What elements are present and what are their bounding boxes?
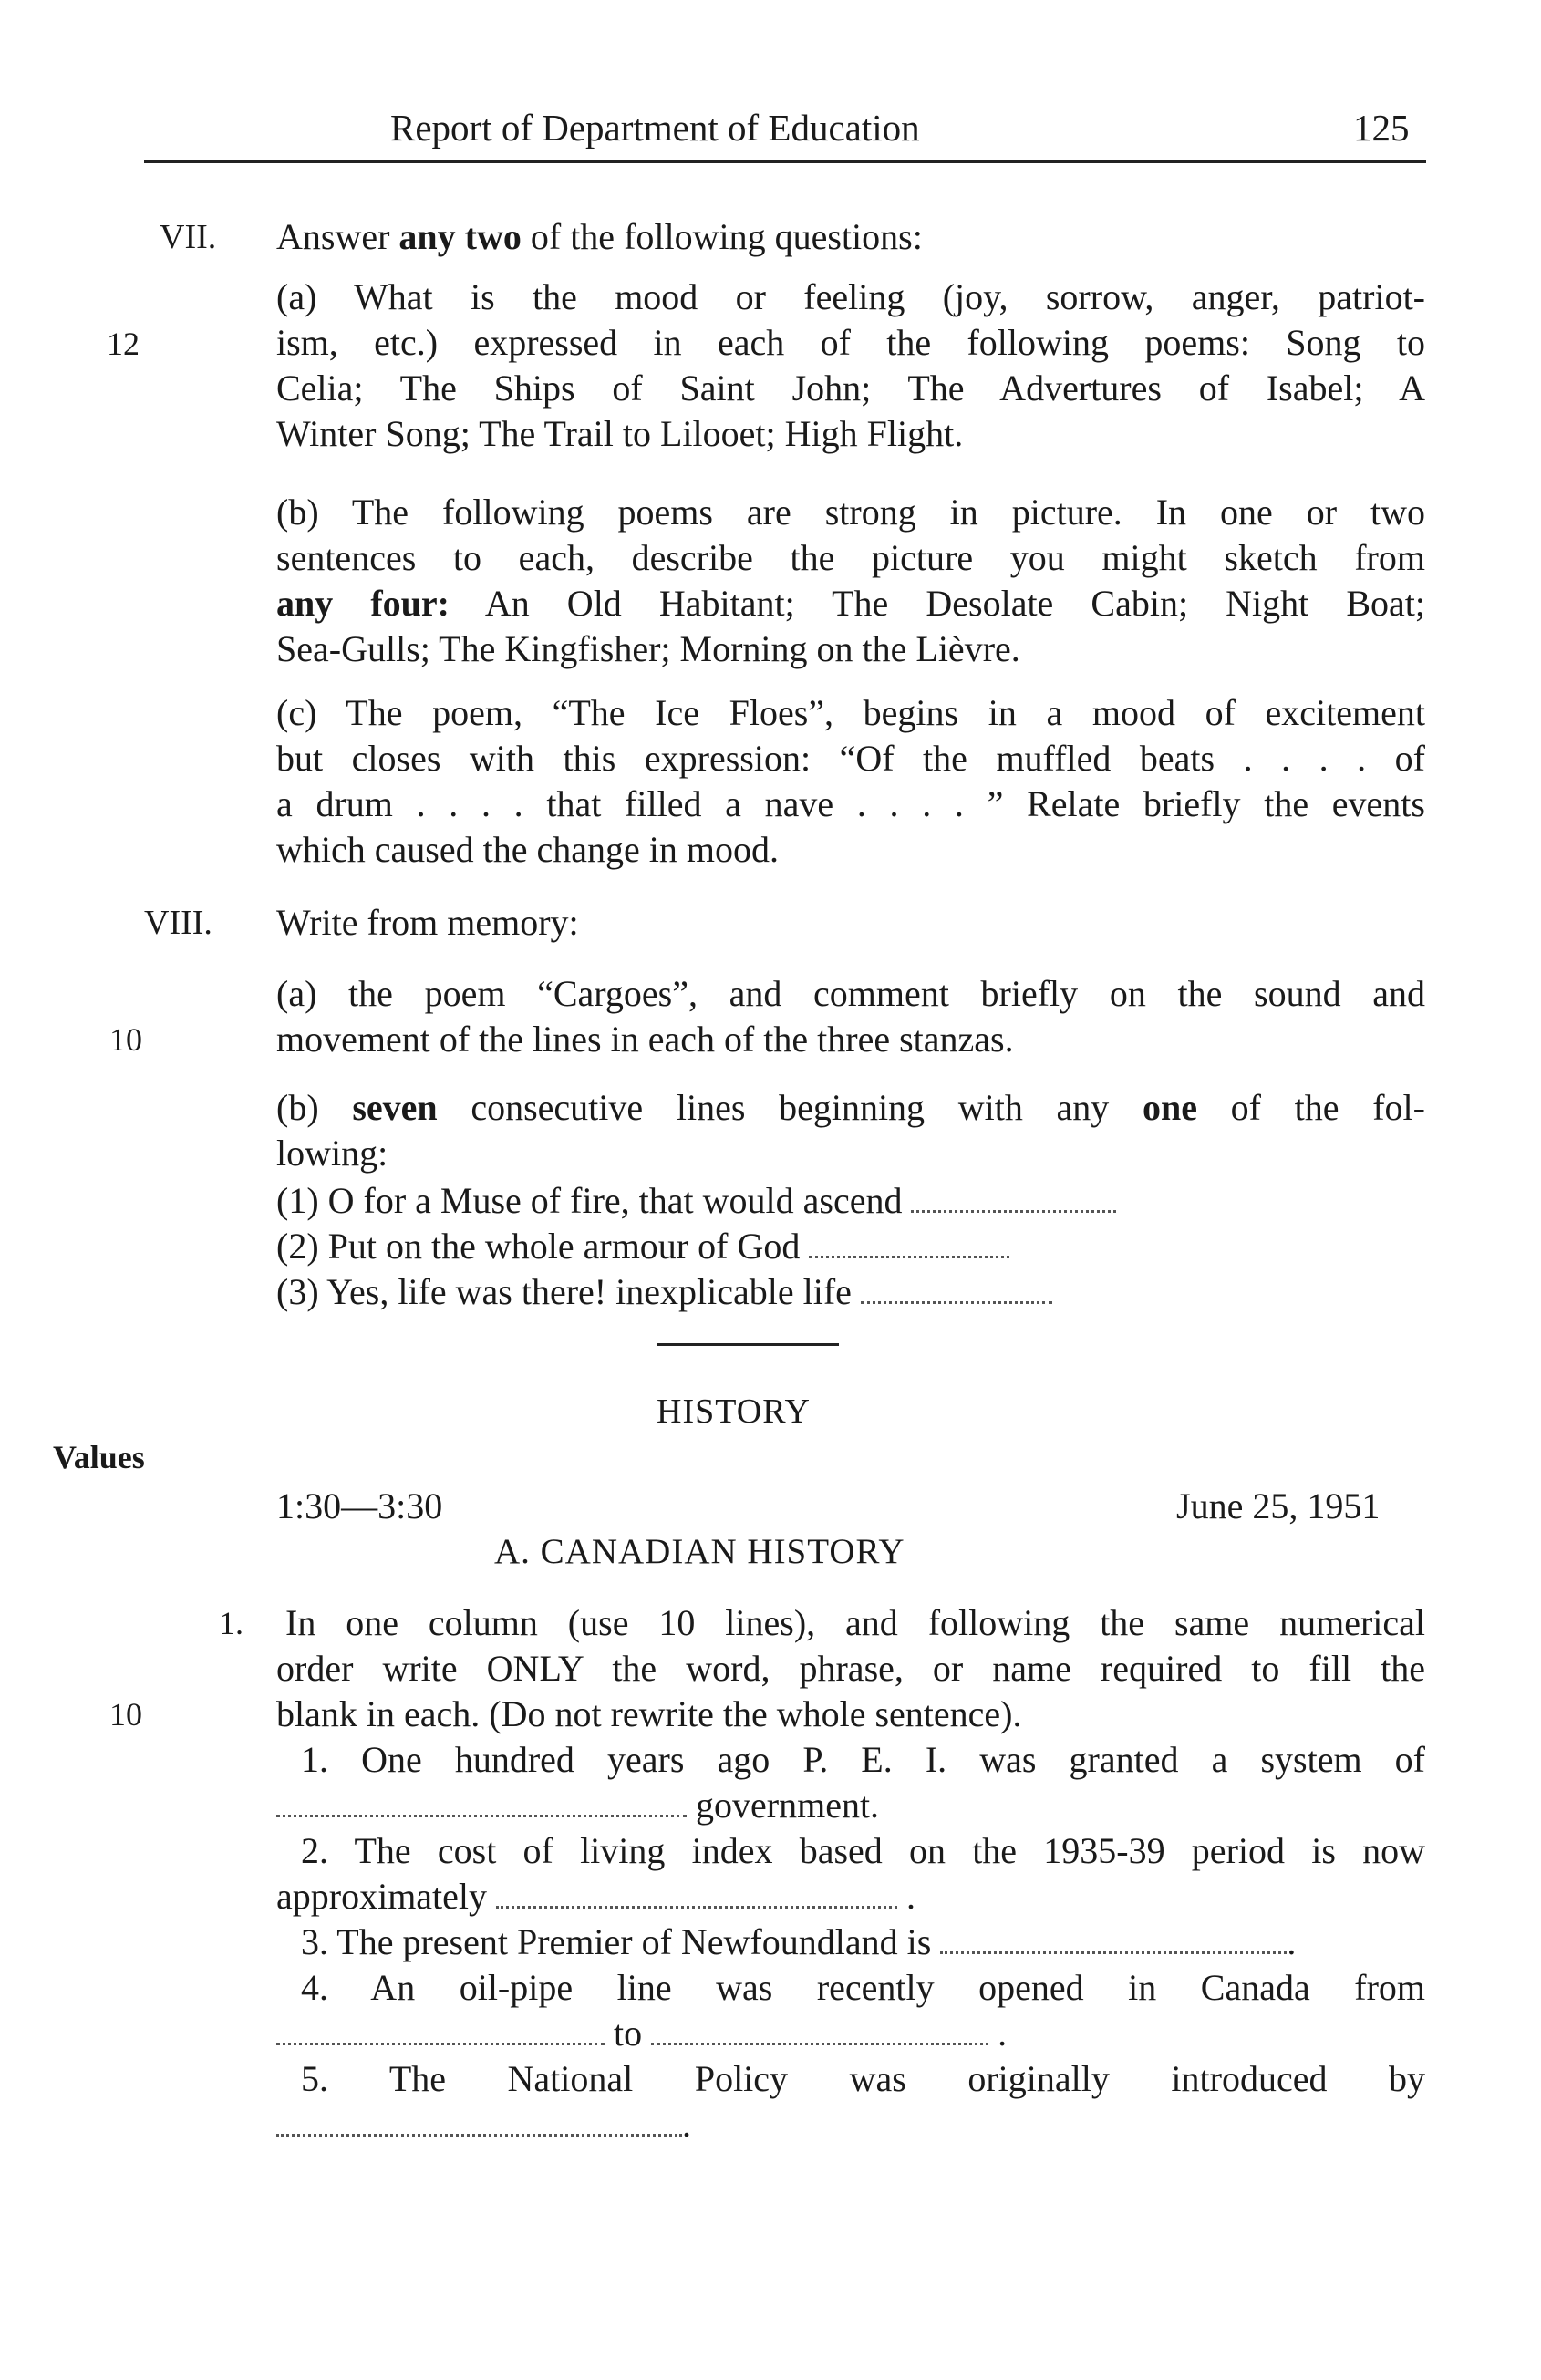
question-number-vii: VII. [160, 218, 217, 256]
q7a-line: Celia; The Ships of Saint John; The Advertures of Isabel; A [276, 367, 1425, 409]
answer-blank [276, 2043, 605, 2045]
q8a-line: (a) the poem “Cargoes”, and comment briefly on the sound and [276, 973, 1425, 1014]
q7c-line: which caused the change in mood. [276, 829, 779, 870]
blank-item-2-cont: approximately . [276, 1876, 916, 1917]
q8-mark: 10 [109, 1021, 142, 1058]
q8b-line: lowing: [276, 1133, 388, 1174]
blank-item-1: 1. One hundred years ago P. E. I. was granted a system of [301, 1739, 1425, 1780]
q8a-line: movement of the lines in each of the three stanzas. [276, 1019, 1014, 1060]
q8-item: (2) Put on the whole armour of God [276, 1224, 1009, 1269]
question-number-viii: VIII. [144, 904, 212, 942]
blank-item-5: 5. The National Policy was originally introduced by [301, 2058, 1425, 2099]
q7-instruction: Answer any two of the following questions: [276, 216, 923, 257]
q7a-line: Winter Song; The Trail to Lilooet; High Flight. [276, 413, 964, 454]
q7a-line: (a) What is the mood or feeling (joy, sorrow, anger, patriot- [276, 276, 1425, 317]
history-q1-line: order write ONLY the word, phrase, or name required to fill the [276, 1648, 1425, 1689]
answer-blank [276, 1815, 687, 1817]
q8-item: (1) O for a Muse of fire, that would ascend [276, 1178, 1116, 1224]
answer-blank [809, 1256, 1009, 1258]
blank-item-4: 4. An oil-pipe line was recently opened in Canada from [301, 1967, 1425, 2008]
q7b-line: sentences to each, describe the picture you might sketch from [276, 537, 1425, 578]
answer-blank [940, 1951, 1287, 1954]
answer-blank [651, 2043, 988, 2045]
section-divider [657, 1343, 839, 1346]
q7a-line: ism, etc.) expressed in each of the following poems: Song to [276, 322, 1425, 363]
section-title: A. CANADIAN HISTORY [494, 1532, 905, 1571]
section-heading: HISTORY [657, 1392, 811, 1431]
answer-blank [276, 2134, 682, 2137]
q7b-line: Sea-Gulls; The Kingfisher; Morning on the Lièvre. [276, 628, 1020, 669]
q7b-line: (b) The following poems are strong in picture. In one or two [276, 492, 1425, 533]
header-rule [144, 160, 1426, 163]
blank-item-5-cont: . [276, 2102, 691, 2147]
exam-date: June 25, 1951 [1176, 1485, 1381, 1526]
history-q1-line: In one column (use 10 lines), and following the same numerical [285, 1602, 1425, 1643]
history-q1-mark: 10 [109, 1696, 142, 1733]
exam-time: 1:30—3:30 [276, 1485, 443, 1526]
answer-blank [861, 1301, 1052, 1304]
q7c-line: but closes with this expression: “Of the muffled beats . . . . of [276, 738, 1425, 779]
q8-item: (3) Yes, life was there! inexplicable life [276, 1269, 1052, 1315]
history-q1-line: blank in each. (Do not rewrite the whole sentence). [276, 1693, 1022, 1734]
blank-item-1-cont: government. [276, 1783, 879, 1828]
q7c-line: a drum . . . . that filled a nave . . . . ” Relate briefly the events [276, 783, 1425, 824]
answer-blank [911, 1210, 1116, 1213]
q7b-line: any four: An Old Habitant; The Desolate Cabin; Night Boat; [276, 583, 1425, 624]
answer-blank [496, 1906, 897, 1909]
history-question-number: 1. [219, 1605, 243, 1641]
q8-instruction: Write from memory: [276, 902, 579, 943]
values-label: Values [53, 1439, 145, 1475]
blank-item-3: 3. The present Premier of Newfoundland is . [301, 1921, 1297, 1962]
q7-mark: 12 [107, 326, 140, 362]
q8b-line: (b) seven consecutive lines beginning with any one of the fol- [276, 1087, 1425, 1128]
q7c-line: (c) The poem, “The Ice Floes”, begins in a mood of excitement [276, 692, 1425, 733]
page-number: 125 [1353, 107, 1410, 149]
running-header: Report of Department of Education [390, 107, 920, 149]
blank-item-2: 2. The cost of living index based on the 1935-39 period is now [301, 1830, 1425, 1871]
blank-item-4-cont: to . [276, 2011, 1007, 2056]
